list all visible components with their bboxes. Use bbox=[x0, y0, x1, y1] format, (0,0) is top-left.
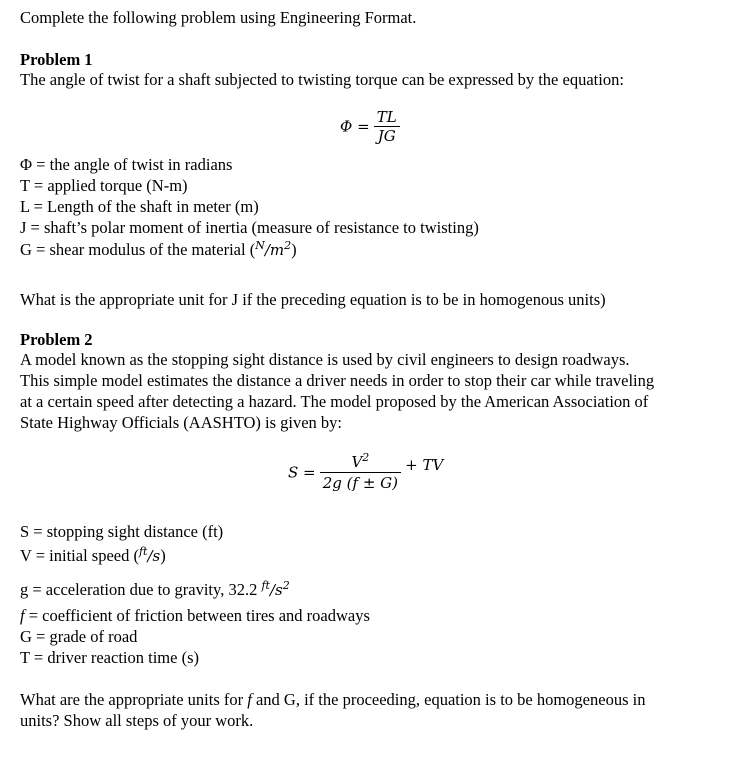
p2-question-line1 bbox=[20, 690, 645, 710]
p2-def-f-text: = coefficient of friction between tires and roadways bbox=[24, 606, 370, 625]
p1-def-l: L = Length of the shaft in meter (m) bbox=[20, 197, 259, 216]
p1-def-t: T = applied torque (N-m) bbox=[20, 176, 188, 195]
p2-equation-denominator: 2g (f ± G) bbox=[320, 472, 401, 493]
p1-def-j: J = shaft’s polar moment of inertia (measure of resistance to twisting) bbox=[20, 218, 479, 237]
p2-equation-lhs: S = bbox=[288, 463, 316, 482]
p2-def-t: T = driver reaction time (s) bbox=[20, 648, 199, 667]
p2-def-v-text: V = initial speed ( bbox=[20, 546, 139, 565]
equation-fraction bbox=[374, 108, 400, 145]
p2-statement-line3: at a certain speed after detecting a hazard. The model proposed by the American Association of bbox=[20, 392, 649, 411]
problem1-heading: Problem 1 bbox=[20, 50, 93, 69]
equation-lhs: Φ = bbox=[340, 117, 370, 136]
p2-v-unit: $^{ft}$/s bbox=[138, 545, 161, 565]
p2-question-line2: units? Show all steps of your work. bbox=[20, 711, 254, 730]
p2-g-unit-num: ft bbox=[261, 579, 270, 592]
p2-num-var: V bbox=[351, 453, 363, 471]
problem2-equation bbox=[288, 452, 443, 493]
p1-g-unit-den: m bbox=[269, 241, 285, 259]
p2-equation-fraction bbox=[320, 452, 401, 493]
equation-numerator: TL bbox=[376, 108, 397, 126]
intro-text: Complete the following problem using Engineering Format. bbox=[20, 8, 417, 27]
p2-def-grade: G = grade of road bbox=[20, 627, 138, 646]
p1-def-phi: Φ = the angle of twist in radians bbox=[20, 155, 233, 174]
problem1-equation bbox=[340, 108, 400, 145]
p2-equation-numerator bbox=[320, 452, 401, 472]
p1-g-unit-num: N bbox=[255, 239, 265, 252]
p2-equation-tail: + TV bbox=[405, 455, 444, 474]
problem2-heading: Problem 2 bbox=[20, 330, 93, 349]
p1-g-unit-close: ) bbox=[291, 240, 297, 259]
p1-g-unit-exp: 2 bbox=[284, 239, 292, 252]
p1-g-unit: $^N/m^2$ bbox=[255, 239, 292, 259]
p2-v-unit-close: ) bbox=[160, 546, 166, 565]
p2-statement-line2: This simple model estimates the distance a driver needs in order to stop their car while traveling bbox=[20, 371, 655, 390]
p2-question-a: What are the appropriate units for bbox=[20, 690, 248, 709]
p2-def-v bbox=[20, 546, 166, 566]
problem1-statement: The angle of twist for a shaft subjected to twisting torque can be expressed by the equation: bbox=[20, 70, 624, 89]
p1-def-g bbox=[20, 240, 297, 260]
p2-v-unit-den: s bbox=[152, 547, 161, 565]
p2-g-unit-exp: 2 bbox=[282, 579, 290, 592]
p2-statement-line1: A model known as the stopping sight distance is used by civil engineers to design roadways. bbox=[20, 350, 630, 369]
p2-statement-line4: State Highway Officials (AASHTO) is given by: bbox=[20, 413, 343, 432]
problem1-question: What is the appropriate unit for J if the preceding equation is to be in homogenous units) bbox=[20, 290, 606, 309]
p2-question-var: f bbox=[247, 690, 252, 709]
equation-denominator: JG bbox=[374, 126, 400, 145]
p2-question-b: and G, if the proceeding, equation is to be homogeneous in bbox=[251, 690, 646, 709]
p2-def-f-var: f bbox=[20, 606, 25, 625]
p2-v-unit-num: ft bbox=[138, 545, 148, 558]
p2-g-unit-den: s bbox=[275, 581, 283, 599]
p2-num-exp: 2 bbox=[362, 451, 370, 464]
p2-def-g-text: g = acceleration due to gravity, 32.2 bbox=[20, 580, 262, 599]
p2-g-unit: $^{ft}/s^2$ bbox=[261, 579, 290, 599]
p2-def-g bbox=[20, 580, 290, 600]
p2-def-f bbox=[20, 606, 370, 626]
p1-def-g-text: G = shear modulus of the material ( bbox=[20, 240, 256, 259]
p2-def-s: S = stopping sight distance (ft) bbox=[20, 522, 224, 541]
